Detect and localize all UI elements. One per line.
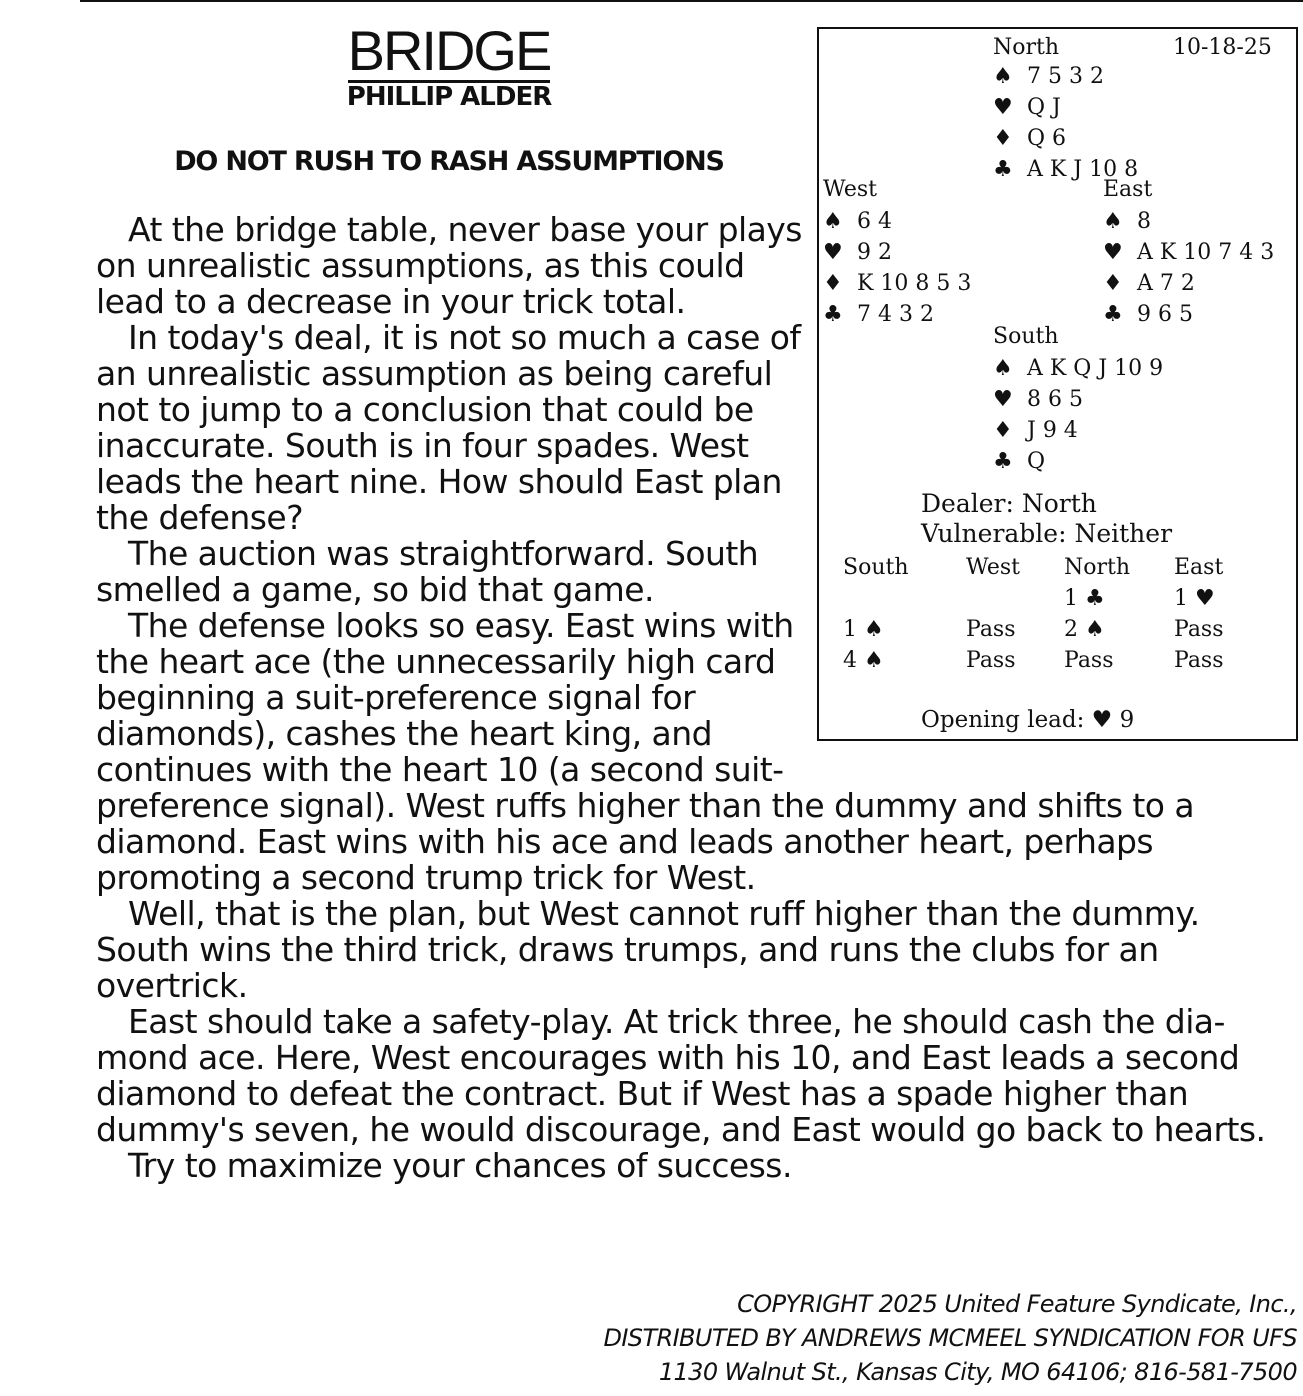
diagram-space — [805, 212, 1302, 764]
diamond-icon: ♦ — [1103, 271, 1123, 296]
south-hearts: ♥ 8 6 5 — [993, 384, 1163, 415]
auction-call: 2 ♠ — [1064, 617, 1105, 642]
east-label: East — [1103, 177, 1153, 202]
copyright-line: COPYRIGHT 2025 United Feature Syndicate, Inc., — [737, 1290, 1297, 1318]
headline: DO NOT RUSH TO RASH ASSUMPTIONS — [174, 146, 724, 177]
top-rule — [80, 0, 1303, 2]
paragraph: The defense looks so easy. East wins with the heart ace (the unnecessarily high card beginning a suit-preference signal for diamonds), cashes the heart king, and continues with the heart 10 (a second suit-preference signal). West ruffs higher than the dummy and shifts to a diamond. East wins with his ace and leads another heart, perhaps promoting a second trump trick for West. — [96, 606, 1195, 897]
auction-header-south: South — [843, 555, 909, 580]
copyright-notice — [603, 1287, 1297, 1389]
heart-icon: ♥ — [1103, 240, 1123, 265]
spade-icon: ♠ — [823, 209, 843, 234]
auction-call: Pass — [1064, 648, 1114, 673]
west-hearts: ♥ 9 2 — [823, 237, 971, 268]
club-icon: ♣ — [1103, 302, 1123, 327]
south-label: South — [993, 324, 1059, 349]
dealer: Dealer: North — [921, 489, 1097, 518]
heart-icon: ♥ — [993, 95, 1013, 120]
article-body — [96, 212, 1302, 1184]
west-clubs: ♣ 7 4 3 2 — [823, 299, 971, 330]
paragraph: Try to maximize your chances of success. — [128, 1146, 792, 1185]
south-clubs: ♣ Q — [993, 446, 1163, 477]
north-clubs: ♣ A K J 10 8 — [993, 154, 1138, 185]
vulnerability: Vulnerable: Neither — [921, 519, 1173, 548]
auction-header-north: North — [1064, 555, 1131, 580]
auction-call: 1 ♥ — [1174, 586, 1215, 611]
auction-call: Pass — [1174, 617, 1224, 642]
east-spades: ♠ 8 — [1103, 206, 1274, 237]
diamond-icon: ♦ — [823, 271, 843, 296]
auction-header-west: West — [966, 555, 1020, 580]
auction-call: 1 ♣ — [1064, 586, 1105, 611]
north-hearts: ♥ Q J — [993, 92, 1138, 123]
north-hand — [993, 61, 1138, 185]
club-icon: ♣ — [823, 302, 843, 327]
address-line: 1130 Walnut St., Kansas City, MO 64106; 816-581-7500 — [658, 1358, 1297, 1386]
east-hearts: ♥ A K 10 7 4 3 — [1103, 237, 1274, 268]
distribution-line: DISTRIBUTED BY ANDREWS MCMEEL SYNDICATION FOR UFS — [603, 1324, 1297, 1352]
heart-icon: ♥ — [823, 240, 843, 265]
spade-icon: ♠ — [993, 356, 1013, 381]
north-spades: ♠ 7 5 3 2 — [993, 61, 1138, 92]
west-diamonds: ♦ K 10 8 5 3 — [823, 268, 971, 299]
spade-icon: ♠ — [993, 64, 1013, 89]
diamond-icon: ♦ — [993, 418, 1013, 443]
auction-call: 1 ♠ — [843, 617, 884, 642]
auction-call: Pass — [966, 617, 1016, 642]
auction-header-east: East — [1174, 555, 1224, 580]
auction-call: Pass — [1174, 648, 1224, 673]
south-spades: ♠ A K Q J 10 9 — [993, 353, 1163, 384]
diamond-icon: ♦ — [993, 126, 1013, 151]
club-icon: ♣ — [993, 449, 1013, 474]
paragraph: At the bridge table, never base your plays on unrealistic assumptions, as this could lead to a decrease in your trick total. — [96, 210, 802, 321]
paragraph: East should take a safety-play. At trick three, he should cash the dia- mond ace. Here, West encourages with his 10, and East leads a second diamond to defeat the contract. But if West has a spade higher than dummy's seven, he would discourage, and East would go back to hearts. — [96, 1002, 1266, 1149]
column-header — [96, 19, 802, 177]
east-diamonds: ♦ A 7 2 — [1103, 268, 1274, 299]
spade-icon: ♠ — [1103, 209, 1123, 234]
column-title: BRIDGE — [347, 19, 551, 82]
west-spades: ♠ 6 4 — [823, 206, 971, 237]
auction-call: 4 ♠ — [843, 648, 884, 673]
heart-icon: ♥ — [993, 387, 1013, 412]
byline: PHILLIP ALDER — [346, 82, 552, 112]
paragraph: The auction was straightforward. South smelled a game, so bid that game. — [96, 534, 759, 609]
paragraph: In today's deal, it is not so much a case of an unrealistic assumption as being careful not to jump to a conclusion that could be inaccurate. South is in four spades. West leads the heart nine. How should East plan the defense? — [96, 318, 801, 537]
club-icon: ♣ — [993, 157, 1013, 182]
east-clubs: ♣ 9 6 5 — [1103, 299, 1274, 330]
west-label: West — [823, 177, 877, 202]
paragraph: Well, that is the plan, but West cannot ruff higher than the dummy. South wins the third trick, draws trumps, and runs the clubs for an overtrick. — [96, 894, 1200, 1005]
north-diamonds: ♦ Q 6 — [993, 123, 1138, 154]
south-diamonds: ♦ J 9 4 — [993, 415, 1163, 446]
north-label: North — [993, 35, 1060, 60]
opening-lead: Opening lead: ♥ 9 — [921, 707, 1135, 733]
deal-date: 10-18-25 — [1173, 35, 1272, 60]
auction-call: Pass — [966, 648, 1016, 673]
